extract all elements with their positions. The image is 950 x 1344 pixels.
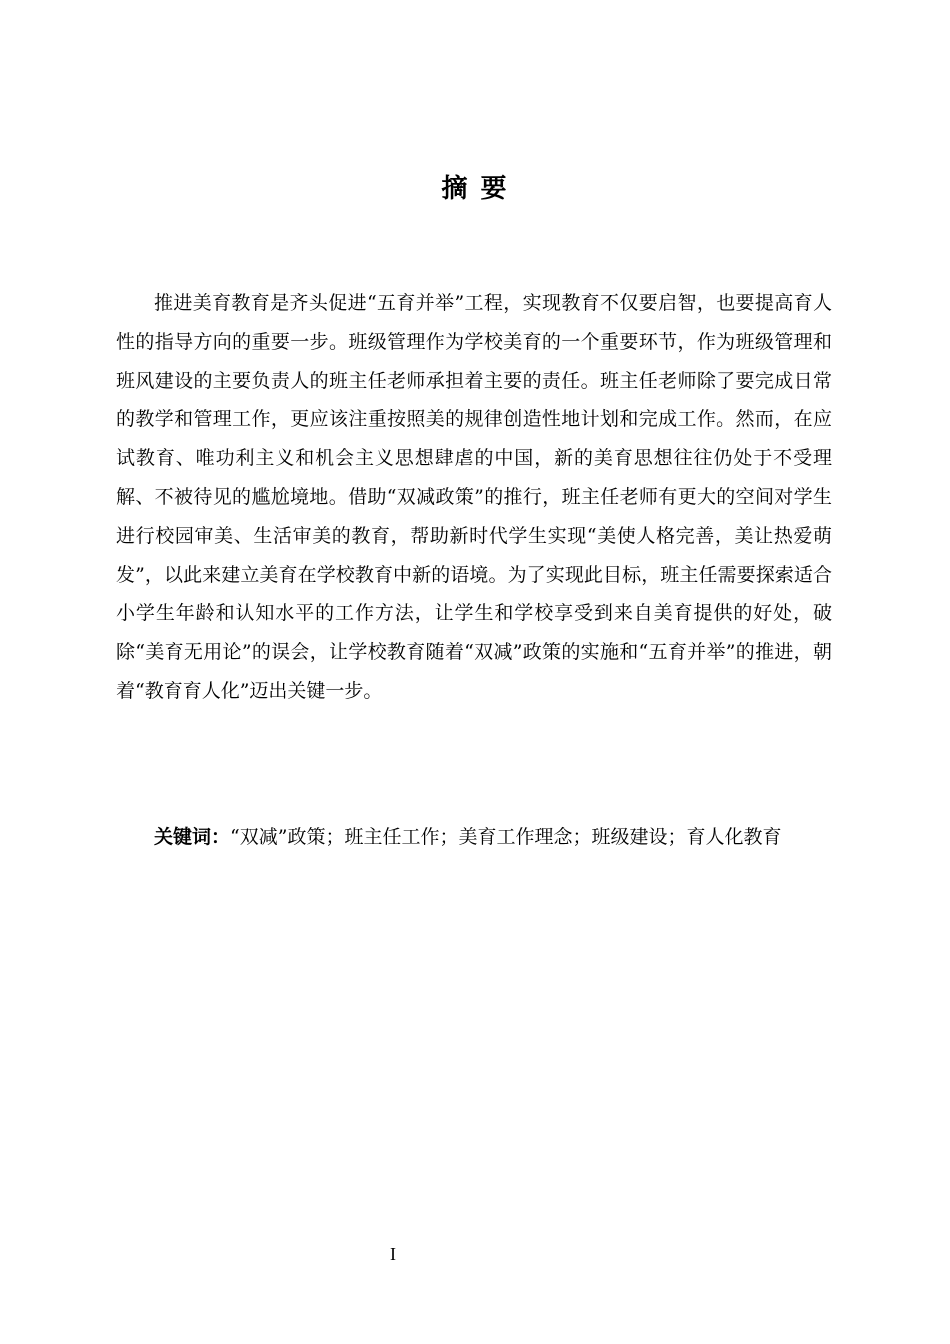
- page-title: 摘 要: [441, 174, 509, 204]
- keywords-text: “双减”政策；班主任工作；美育工作理念；班级建设；育人化教育: [230, 826, 782, 848]
- keywords-label: 关键词：: [154, 826, 231, 848]
- abstract-paragraph: 推进美育教育是齐头促进“五育并举”工程，实现教育不仅要启智，也要提高育人性的指导方向的重要一步。班级管理作为学校美育的一个重要环节，作为班级管理和班风建设的主要负责人的班主任老师承担着主要的责任。班主任老师除了要完成日常的教学和管理工作，更应该注重按照美的规律创造性地计划和完成工作。然而，在应试教育、唯功利主义和机会主义思想肆虐的中国，新的美育思想往往仍处于不受理解、不被待见的尴尬境地。借助“双减政策”的推行，班主任老师有更大的空间对学生进行校园审美、生活审美的教育，帮助新时代学生实现“美使人格完善，美让热爱萌发”，以此来建立美育在学校教育中新的语境。为了实现此目标，班主任需要探索适合小学生年龄和认知水平的工作方法，让学生和学校享受到来自美育提供的好处，破除“美育无用论”的误会，让学校教育随着“双减”政策的实施和“五育并举”的推进，朝着“教育育人化”迈出关键一步。: [116, 292, 832, 702]
- page-number: I: [390, 1244, 396, 1264]
- keywords-paragraph: [116, 818, 832, 857]
